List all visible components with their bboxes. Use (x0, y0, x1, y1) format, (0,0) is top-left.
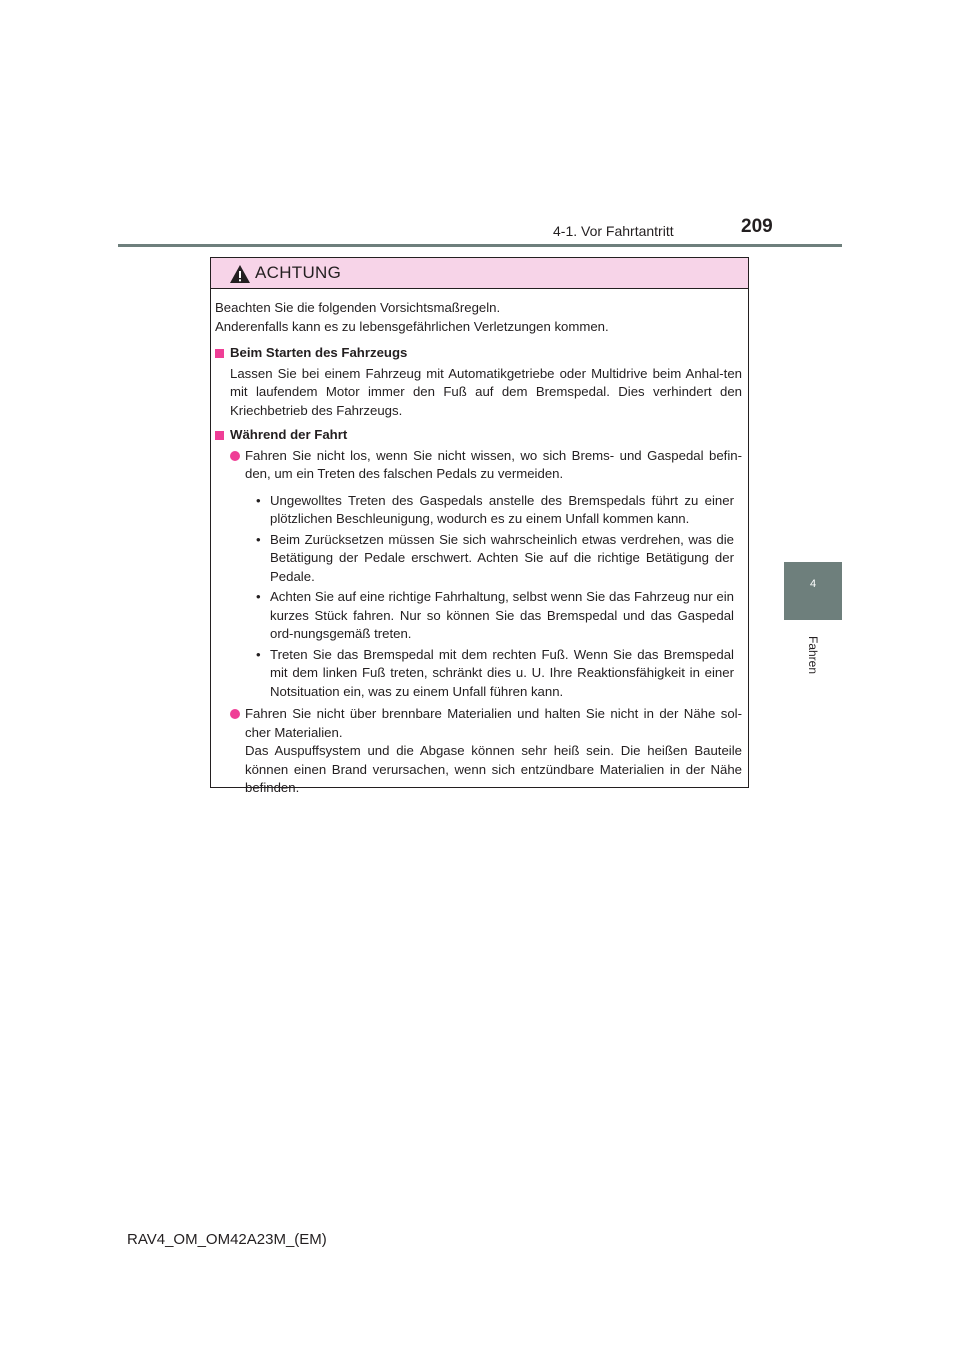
sub-item-text: Beim Zurücksetzen müssen Sie sich wahrscheinlich etwas verdrehen, was die Betätigung der Pedale erschwert. Achten Sie auf die richtige Betätigung der Pedale. (270, 531, 734, 584)
sub-item (256, 588, 742, 644)
chapter-label (784, 635, 842, 675)
section-title-text: Beim Starten des Fahrzeugs (230, 345, 408, 360)
section-title-starting (215, 344, 742, 363)
footer-doc-id: RAV4_OM_OM42A23M_(EM) (127, 1231, 327, 1248)
sub-item-text: Achten Sie auf eine richtige Fahrhaltung, selbst wenn Sie das Fahrzeug nur ein kurzes Stück fahren. Nur so können Sie das Bremspedal und das Gaspedal ord-nungsgemäß treten. (270, 589, 734, 641)
bullet-dot-icon (230, 451, 240, 461)
sub-marker: • (256, 589, 261, 604)
sub-marker: • (256, 646, 261, 662)
bullet-text (245, 705, 742, 798)
bullet-item (230, 447, 742, 484)
sub-item (256, 531, 742, 587)
header-section-title: 4-1. Vor Fahrtantritt (553, 223, 674, 239)
section-title-driving (215, 426, 742, 445)
warning-title: ACHTUNG (255, 263, 342, 282)
sub-marker: • (256, 492, 261, 508)
sub-list (256, 492, 742, 702)
warning-body (211, 289, 748, 798)
header-rule (118, 244, 842, 247)
bullet-line: Das Auspuffsystem und die Abgase können sehr heiß sein. Die heißen Bauteile können einen Brand verursachen, wenn sich entzündbare Materialien in der Nähe befinden. (245, 743, 742, 795)
section-title-text: Während der Fahrt (230, 427, 348, 442)
sub-item-text: Ungewolltes Treten des Gaspedals anstelle des Bremspedals führt zu einer plötzlichen Beschleunigung, wodurch es zu einem Unfall kommen kann. (270, 492, 734, 526)
bullet-item (230, 705, 742, 798)
warning-intro (215, 299, 742, 336)
bullet-text: Fahren Sie nicht los, wenn Sie nicht wissen, wo sich Brems- und Gaspedal befin-den, um ein Treten des falschen Pedals zu vermeiden. (245, 447, 742, 481)
chapter-label-text: Fahren (806, 635, 820, 675)
section-square-icon (215, 431, 224, 440)
warning-triangle-icon (229, 264, 251, 284)
sub-item (256, 492, 742, 529)
section-paragraph-starting: Lassen Sie bei einem Fahrzeug mit Automatikgetriebe oder Multidrive beim Anhal-ten mit laufendem Motor immer den Fuß auf dem Bremspedal. Dies verhindert den Kriechbetrieb des Fahrzeugs. (230, 365, 742, 418)
intro-line-1: Beachten Sie die folgenden Vorsichtsmaßregeln. (215, 300, 501, 315)
sub-marker: • (256, 531, 261, 547)
sub-item (256, 646, 742, 702)
chapter-tab (784, 562, 842, 620)
bullet-line: Fahren Sie nicht über brennbare Materialien und halten Sie nicht in der Nähe sol-cher Materialien. (245, 706, 742, 740)
chapter-number: 4 (809, 578, 817, 590)
bullet-dot-icon (230, 709, 240, 719)
warning-header (211, 258, 748, 289)
intro-line-2: Anderenfalls kann es zu lebensgefährlichen Verletzungen kommen. (215, 318, 609, 334)
page-number: 209 (741, 216, 773, 237)
section-square-icon (215, 349, 224, 358)
sub-item-text: Treten Sie das Bremspedal mit dem rechten Fuß. Wenn Sie das Bremspedal mit dem linken Fuß treten, schränkt dies u. U. Ihre Reaktionsfähigkeit in einer Notsituation ein, was zu einem Unfall führen kann. (270, 646, 734, 699)
warning-box (210, 257, 749, 795)
